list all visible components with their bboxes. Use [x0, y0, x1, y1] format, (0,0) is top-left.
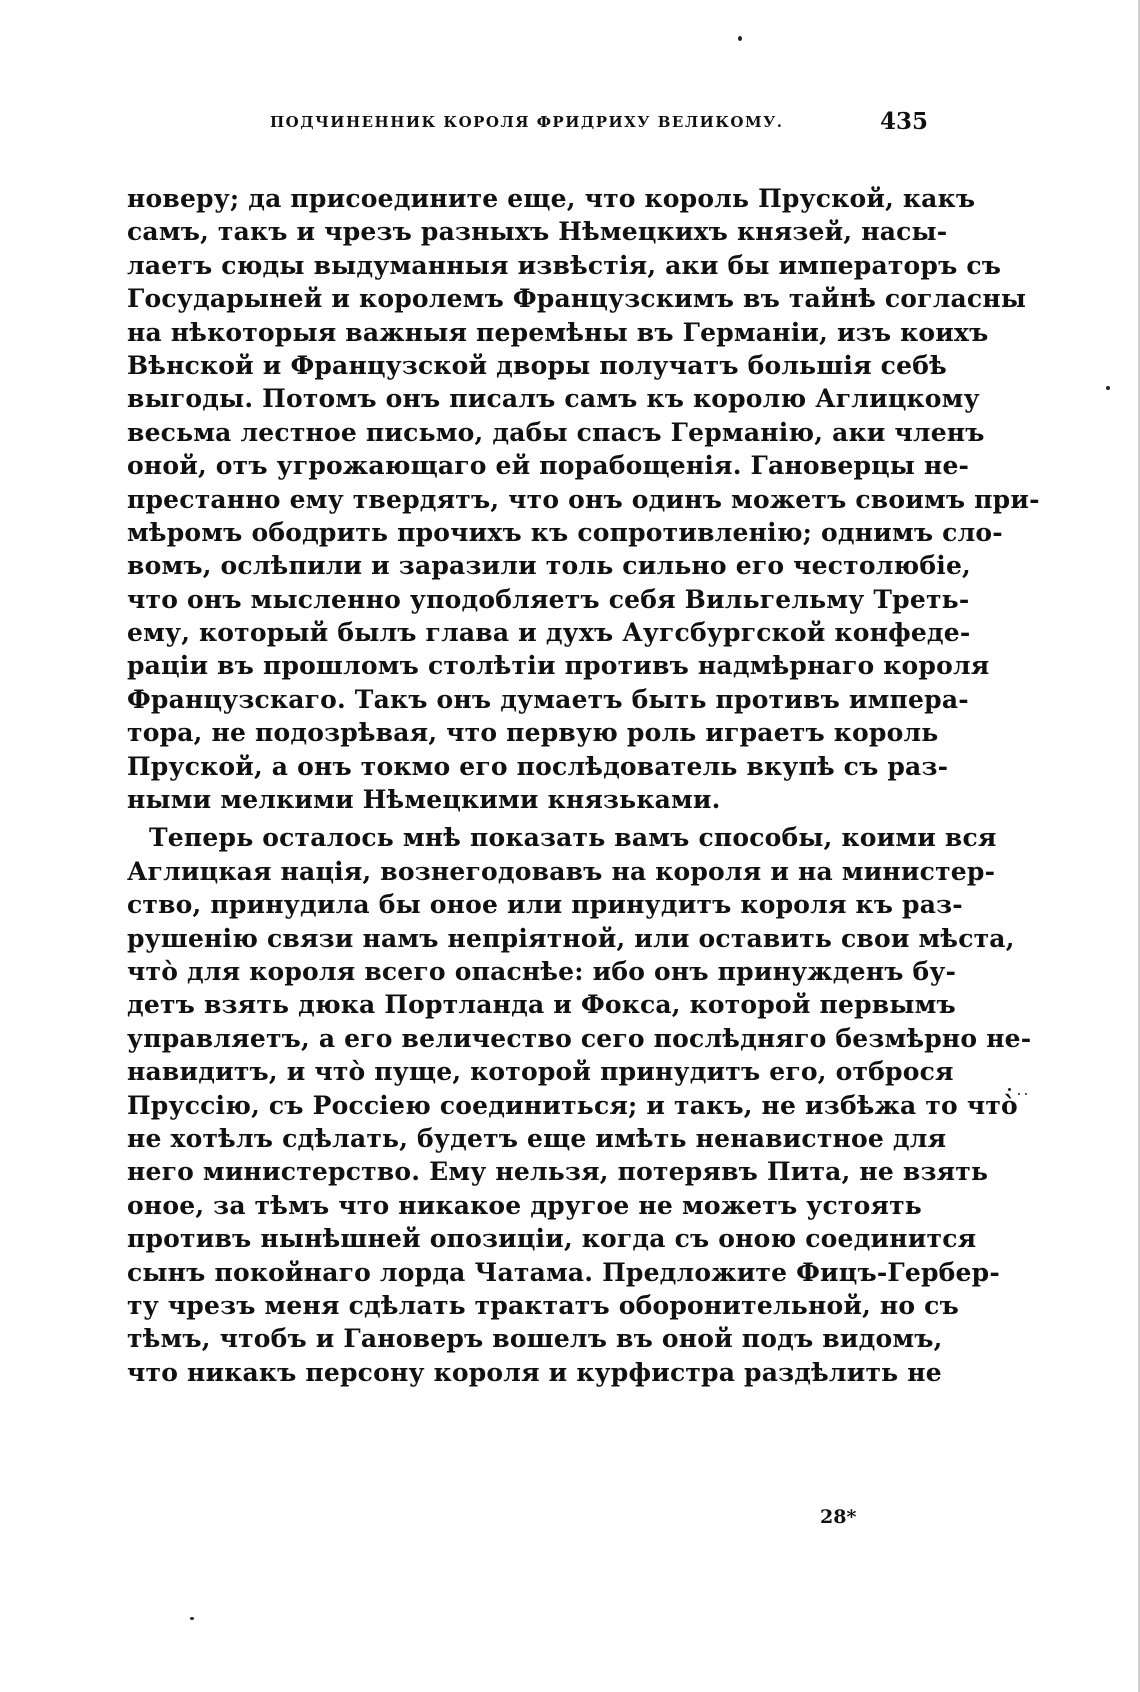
text-line: него министерство. Ему нельзя, потерявъ Пита, не взять: [127, 1157, 989, 1187]
text-line: управляетъ, а его величество сего послѣдняго безмѣрно не-: [127, 1023, 1032, 1053]
scan-speck: [1025, 1093, 1027, 1095]
text-line: престанно ему твердятъ, что онъ одинъ можетъ своимъ при-: [127, 484, 1040, 514]
running-head: ПОДЧИНЕННИК КОРОЛЯ ФРИДРИХУ ВЕЛИКОМУ.: [270, 113, 784, 131]
text-line: Пруссію, съ Россіею соединиться; и такъ, не избѣжа то что̀: [127, 1090, 1018, 1120]
text-line: рушенію связи намъ непріятной, или оставить свои мѣста,: [127, 923, 1015, 953]
text-line: Аглицкая нація, вознегодовавъ на короля и на министер-: [127, 856, 996, 886]
text-line: выгоды. Потомъ онъ писалъ самъ къ королю Аглицкому: [127, 384, 980, 414]
text-line: детъ взять дюка Портланда и Фокса, которой первымъ: [127, 990, 956, 1020]
text-line: вомъ, ослѣпили и заразили толь сильно его честолюбіе,: [127, 551, 971, 581]
text-line: лаетъ сюды выдуманныя извѣстія, аки бы императоръ съ: [127, 250, 1002, 280]
text-line: Теперь осталось мнѣ показать вамъ способы, коими вся: [149, 823, 997, 853]
scan-speck: [1018, 1093, 1020, 1095]
text-line: ту чрезъ меня сдѣлать трактатъ оборонительной, но съ: [127, 1290, 959, 1320]
text-line: самъ, такъ и чрезъ разныхъ Нѣмецкихъ князей, насы-: [127, 217, 948, 247]
scan-speck: [738, 36, 742, 41]
text-line: ными мелкими Нѣмецкими князьками.: [127, 785, 721, 815]
text-line: весьма лестное письмо, дабы спасъ Германію, аки членъ: [127, 417, 985, 447]
text-line: мѣромъ ободрить прочихъ къ сопротивленію; однимъ сло-: [127, 517, 1003, 547]
text-line: ство, принудила бы оное или принудитъ короля къ раз-: [127, 890, 963, 920]
paragraph-1: [127, 182, 1040, 816]
text-line: не хотѣлъ сдѣлать, будетъ еще имѣть ненавистное для: [127, 1123, 947, 1153]
page-number: 435: [880, 108, 929, 135]
text-line: новеру; да присоедините еще, что король Пруской, какъ: [127, 184, 976, 213]
text-line: Вѣнской и Французской дворы получатъ большія себѣ: [127, 350, 947, 380]
text-line: оное, за тѣмъ что никакое другое не можетъ устоять: [127, 1190, 922, 1220]
text-line: что онъ мысленно уподобляетъ себя Вильгельму Треть-: [127, 584, 970, 614]
text-line: раціи въ прошломъ столѣтіи противъ надмѣрнаго короля: [127, 651, 990, 681]
text-line: Государыней и королемъ Французскимъ въ тайнѣ согласны: [127, 284, 1027, 314]
text-line: тѣмъ, чтобъ и Гановеръ вошелъ въ оной подъ видомъ,: [127, 1324, 943, 1354]
text-line: навидитъ, и что̀ пуще, которой принудитъ его, отброся: [127, 1057, 954, 1087]
scan-speck: [1008, 1088, 1011, 1091]
text-line: Пруской, а онъ токмо его послѣдователь вкупѣ съ раз-: [127, 751, 949, 781]
scan-speck: [1106, 386, 1110, 390]
text-line: ему, который былъ глава и духъ Аугсбургской конфеде-: [127, 618, 971, 648]
text-line: оной, отъ угрожающаго ей порабощенія. Гановерцы не-: [127, 451, 970, 481]
text-line: что никакъ персону короля и курфистра раздѣлить не: [127, 1357, 942, 1387]
text-line: противъ нынѣшней опозиціи, когда съ оною соединится: [127, 1224, 977, 1254]
text-line: тора, не подозрѣвая, что первую роль играетъ король: [127, 718, 939, 748]
text-line: Французскаго. Такъ онъ думаетъ быть противъ импера-: [127, 684, 969, 714]
body-text: [127, 182, 1040, 1389]
scan-speck: [190, 1617, 194, 1620]
text-line: на нѣкоторыя важныя перемѣны въ Германіи, изъ коихъ: [127, 317, 989, 347]
signature-mark: 28*: [820, 1506, 857, 1528]
text-line: сынъ покойнаго лорда Чатама. Предложите Фицъ-Гербер-: [127, 1257, 1000, 1287]
text-line: что̀ для короля всего опаснѣе: ибо онъ принужденъ бу-: [127, 956, 957, 986]
paragraph-2: [127, 821, 1032, 1389]
